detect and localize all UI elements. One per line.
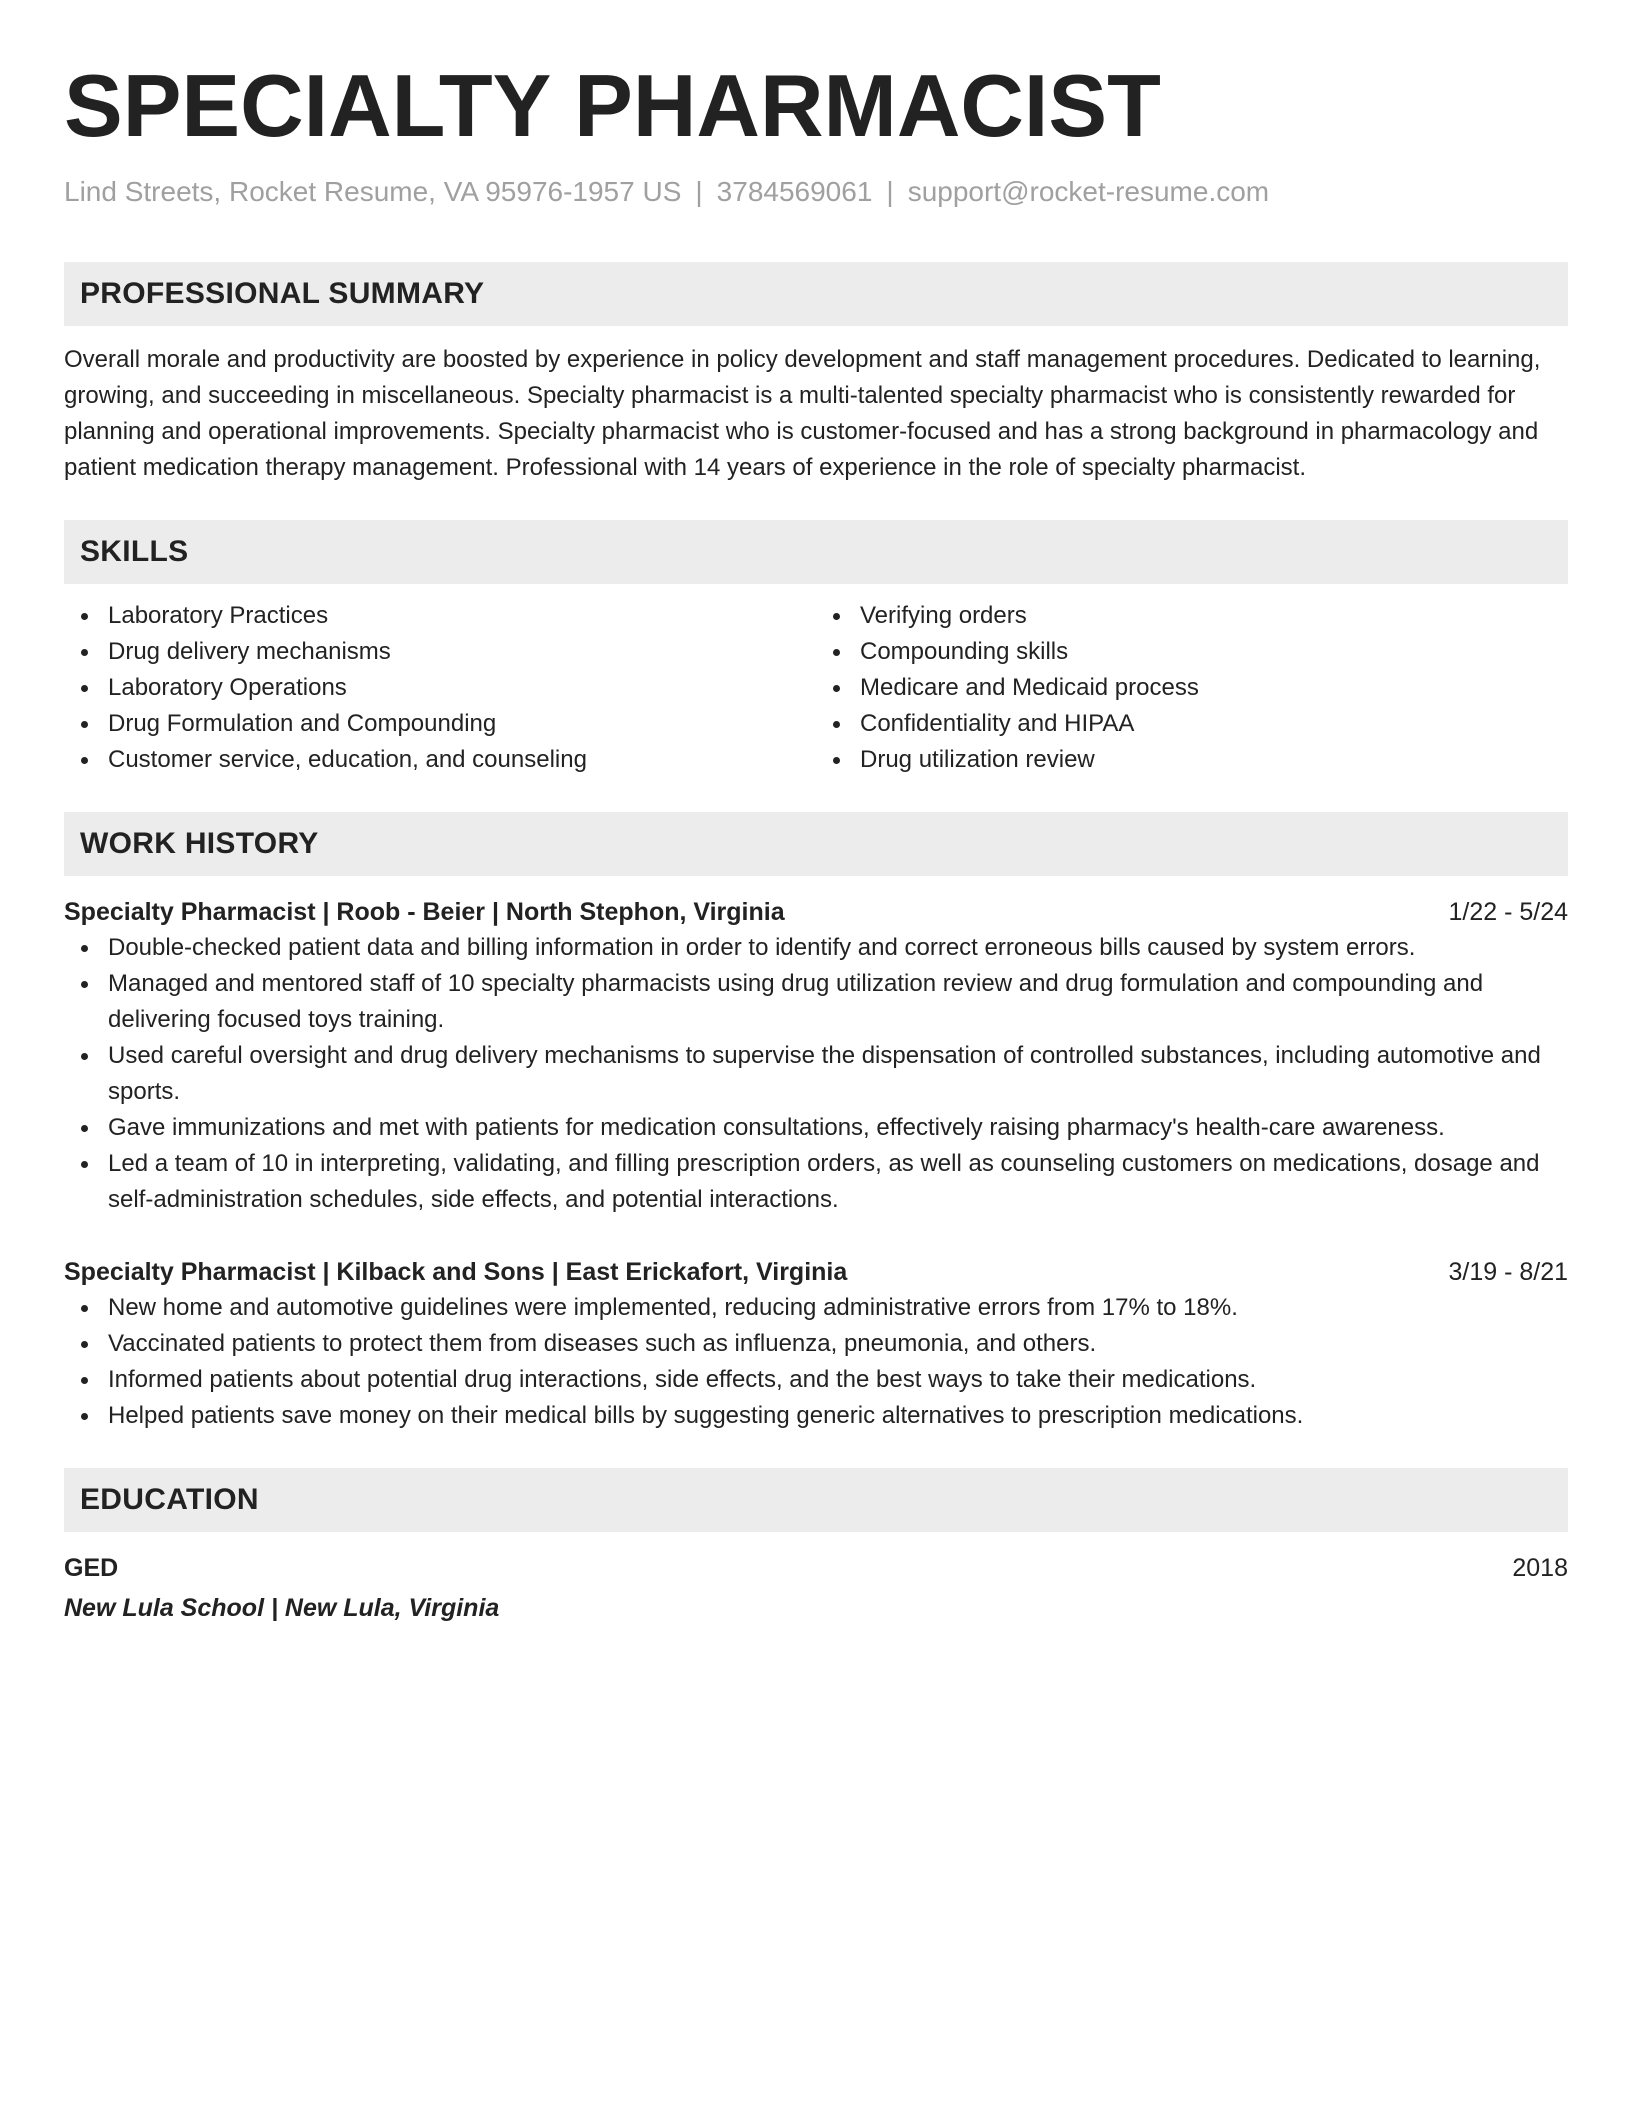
candidate-name: SPECIALTY PHARMACIST	[64, 56, 1161, 155]
skill-item: Drug utilization review	[816, 742, 1568, 778]
job-bullet: Helped patients save money on their medical bills by suggesting generic alternatives to prescription medications.	[64, 1398, 1568, 1434]
job-title: Specialty Pharmacist | Roob - Beier | North Stephon, Virginia	[64, 898, 785, 926]
skill-item: Laboratory Practices	[64, 598, 816, 634]
job-bullets	[64, 1290, 1568, 1434]
contact-line	[64, 174, 1568, 210]
job-entry	[64, 894, 1568, 1218]
skills-column-left	[64, 598, 816, 778]
skill-item: Verifying orders	[816, 598, 1568, 634]
job-dates: 1/22 - 5/24	[1448, 898, 1568, 926]
job-bullet: Vaccinated patients to protect them from diseases such as influenza, pneumonia, and others.	[64, 1326, 1568, 1362]
job-bullet: New home and automotive guidelines were implemented, reducing administrative errors from 17% to 18%.	[64, 1290, 1568, 1326]
skill-item: Medicare and Medicaid process	[816, 670, 1568, 706]
section-header-summary: PROFESSIONAL SUMMARY	[64, 262, 1568, 326]
job-bullet: Gave immunizations and met with patients for medication consultations, effectively raising pharmacy's health-care awareness.	[64, 1110, 1568, 1146]
skill-item: Laboratory Operations	[64, 670, 816, 706]
job-bullet: Informed patients about potential drug interactions, side effects, and the best ways to take their medications.	[64, 1362, 1568, 1398]
summary-text: Overall morale and productivity are boosted by experience in policy development and staff management procedures. Dedicated to learning, growing, and succeeding in miscellaneous. Specialty pharmacist is a multi-talented specialty pharmacist who is consistently rewarded for planning and operational improvements. Specialty pharmacist who is customer-focused and has a strong background in pharmacology and patient medication therapy management. Professional with 14 years of experience in the role of specialty pharmacist.	[64, 346, 1541, 481]
job-entry	[64, 1254, 1568, 1434]
section-header-skills: SKILLS	[64, 520, 1568, 584]
contact-phone: 3784569061	[716, 176, 873, 207]
job-bullets	[64, 930, 1568, 1218]
section-header-education: EDUCATION	[64, 1468, 1568, 1532]
job-header	[64, 894, 1568, 930]
skills-column-right	[816, 598, 1568, 778]
job-bullet: Used careful oversight and drug delivery mechanisms to supervise the dispensation of controlled substances, including automotive and sports.	[64, 1038, 1568, 1110]
contact-separator: |	[695, 176, 703, 207]
skill-item: Drug delivery mechanisms	[64, 634, 816, 670]
contact-email: support@rocket-resume.com	[907, 176, 1270, 207]
skill-item: Confidentiality and HIPAA	[816, 706, 1568, 742]
job-bullet: Double-checked patient data and billing information in order to identify and correct erroneous bills caused by system errors.	[64, 930, 1568, 966]
contact-separator: |	[886, 176, 894, 207]
job-header	[64, 1254, 1568, 1290]
skill-item: Customer service, education, and counseling	[64, 742, 816, 778]
education-school: New Lula School | New Lula, Virginia	[64, 1594, 500, 1622]
section-header-work-history: WORK HISTORY	[64, 812, 1568, 876]
education-degree: GED	[64, 1554, 119, 1582]
job-title: Specialty Pharmacist | Kilback and Sons | East Erickafort, Virginia	[64, 1258, 848, 1286]
education-header	[64, 1550, 1568, 1586]
education-year: 2018	[1512, 1554, 1568, 1582]
skill-item: Drug Formulation and Compounding	[64, 706, 816, 742]
job-bullet: Led a team of 10 in interpreting, validating, and filling prescription orders, as well as counseling customers on medications, dosage and self-administration schedules, side effects, and potential interactions.	[64, 1146, 1568, 1218]
skill-item: Compounding skills	[816, 634, 1568, 670]
contact-address: Lind Streets, Rocket Resume, VA 95976-1957 US	[64, 176, 682, 207]
skills-list	[64, 598, 1568, 778]
job-bullet: Managed and mentored staff of 10 specialty pharmacists using drug utilization review and drug formulation and compounding and delivering focused toys training.	[64, 966, 1568, 1038]
job-dates: 3/19 - 8/21	[1448, 1258, 1568, 1286]
